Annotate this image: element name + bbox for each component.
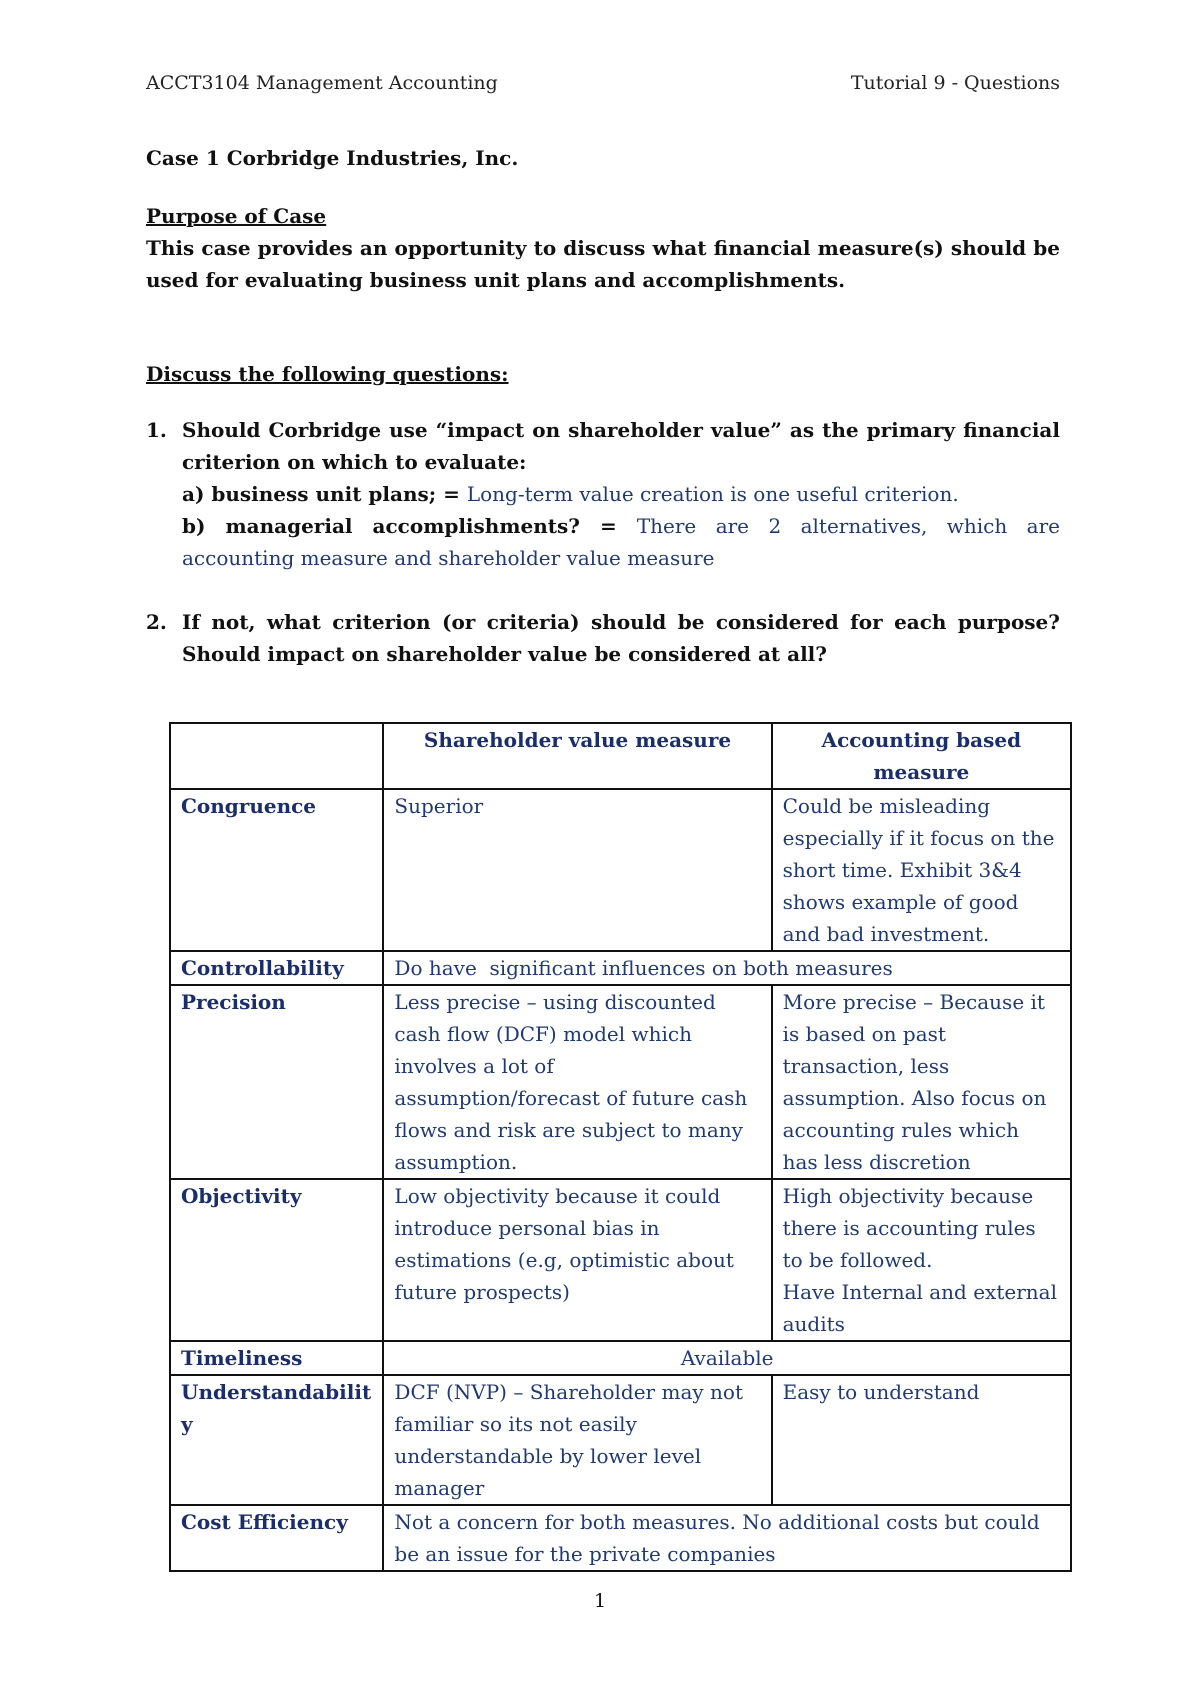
question-text: If not, what criterion (or criteria) should be considered for each purpose? Should impact on shareholder value be considered at all? (182, 610, 1060, 666)
table-cell-merged: Available (383, 1341, 1071, 1375)
row-label-objectivity: Objectivity (170, 1179, 383, 1341)
table-header-shareholder-value: Shareholder value measure (383, 723, 771, 789)
comparison-table (169, 722, 1072, 1572)
table-header-row (170, 723, 1071, 789)
row-label-controllability: Controllability (170, 951, 383, 985)
table-cell (772, 1179, 1071, 1341)
table-row (170, 1341, 1071, 1375)
discuss-heading: Discuss the following questions: (146, 362, 509, 386)
purpose-text: This case provides an opportunity to discuss what financial measure(s) should be used for evaluating business unit plans and accomplishments. (146, 236, 1060, 292)
question-list (146, 414, 1060, 670)
sub-question-a (182, 478, 1060, 510)
table-row (170, 951, 1071, 985)
table-cell: Superior (383, 789, 771, 951)
question-item-2 (146, 606, 1060, 670)
page-number: 1 (593, 1590, 607, 1612)
sub-question-b (182, 510, 1060, 574)
row-label-text: Understandability (181, 1380, 372, 1436)
sub-question-label: b) managerial accomplishments? = (182, 514, 637, 538)
table-row (170, 1505, 1071, 1571)
table-row (170, 1179, 1071, 1341)
table-cell: Easy to understand (772, 1375, 1071, 1505)
table-cell: More precise – Because it is based on past transaction, less assumption. Also focus on accounting rules which has less discretion (772, 985, 1071, 1179)
table-row (170, 789, 1071, 951)
table-header-blank (170, 723, 383, 789)
document-header-course: ACCT3104 Management Accounting (146, 72, 498, 94)
table-row (170, 985, 1071, 1179)
cell-line: Have Internal and external audits (782, 1280, 1057, 1336)
sub-question-label: a) business unit plans; = (182, 482, 467, 506)
sub-question-answer: There are 2 alternatives, which are accounting measure and shareholder value measure (182, 514, 1060, 570)
row-label-precision: Precision (170, 985, 383, 1179)
table-cell: Could be misleading especially if it focus on the short time. Exhibit 3&4 shows example of good and bad investment. (772, 789, 1071, 951)
question-item-1 (146, 414, 1060, 574)
case-title: Case 1 Corbridge Industries, Inc. (146, 146, 519, 170)
table-cell: Low objectivity because it could introduce personal bias in estimations (e.g, optimistic about future prospects) (383, 1179, 771, 1341)
table-cell: DCF (NVP) – Shareholder may not familiar so its not easily understandable by lower level manager (383, 1375, 771, 1505)
row-label-congruence: Congruence (170, 789, 383, 951)
question-text: Should Corbridge use “impact on shareholder value” as the primary financial criterion on which to evaluate: (182, 418, 1060, 474)
table-cell-merged: Not a concern for both measures. No additional costs but could be an issue for the private companies (383, 1505, 1071, 1571)
sub-question-answer: Long-term value creation is one useful criterion. (466, 482, 959, 506)
row-label-understandability (170, 1375, 383, 1505)
document-body (146, 146, 1060, 702)
cell-line: High objectivity because there is accounting rules to be followed. (782, 1184, 1036, 1272)
question-number: 2. (146, 610, 167, 634)
table-header-accounting-based: Accounting based measure (772, 723, 1071, 789)
table-cell-merged: Do have significant influences on both measures (383, 951, 1071, 985)
document-header-tutorial: Tutorial 9 - Questions (850, 72, 1060, 94)
table-row (170, 1375, 1071, 1505)
table-cell: Less precise – using discounted cash flow (DCF) model which involves a lot of assumption/forecast of future cash flows and risk are subject to many assumption. (383, 985, 771, 1179)
row-label-timeliness: Timeliness (170, 1341, 383, 1375)
question-number: 1. (146, 418, 167, 442)
row-label-cost-efficiency: Cost Efficiency (170, 1505, 383, 1571)
purpose-heading: Purpose of Case (146, 204, 327, 228)
